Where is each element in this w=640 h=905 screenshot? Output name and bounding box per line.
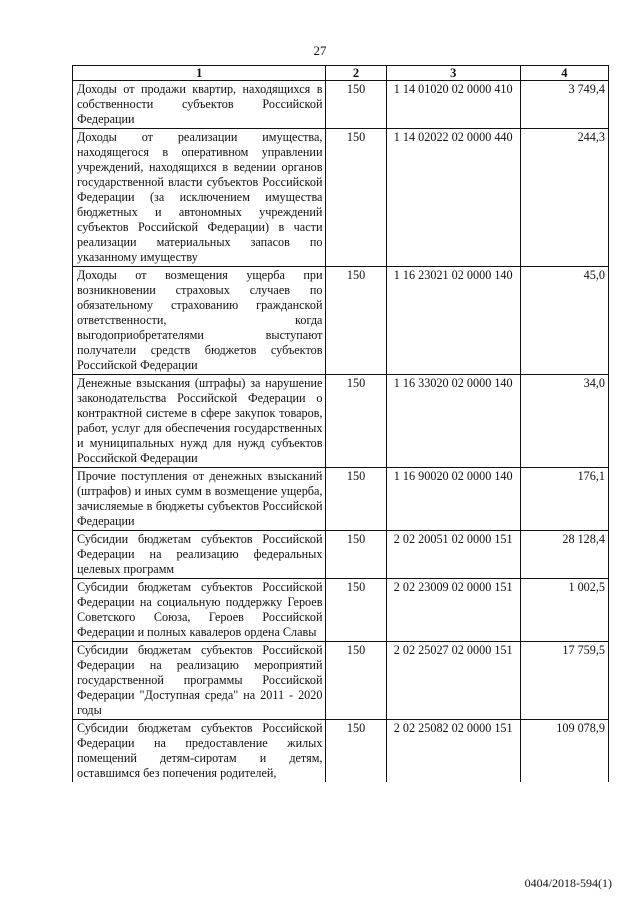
amount-cell: 45,0 bbox=[520, 267, 608, 375]
column-header-2: 2 bbox=[326, 66, 386, 81]
revenue-name-cell: Прочие поступления от денежных взысканий (штрафов) и иных сумм в возмещение ущерба, зачисляемые в бюджеты субъектов Российской Федерации bbox=[73, 468, 326, 531]
table-row bbox=[73, 129, 609, 267]
table-row bbox=[73, 267, 609, 375]
amount-cell: 17 759,5 bbox=[520, 642, 608, 720]
admin-code-cell: 150 bbox=[326, 468, 386, 531]
classification-code-cell: 2 02 23009 02 0000 151 bbox=[386, 579, 520, 642]
revenue-name-cell: Доходы от реализации имущества, находящегося в оперативном управлении учреждений, находящихся в ведении органов государственной власти субъектов Российской Федерации (за исключением имущества бюджетных и автономных учреждений субъектов Российской Федерации) в части реализации материальных запасов по указанному имуществу bbox=[73, 129, 326, 267]
amount-cell: 244,3 bbox=[520, 129, 608, 267]
column-header-4: 4 bbox=[520, 66, 608, 81]
admin-code-cell: 150 bbox=[326, 375, 386, 468]
revenue-name-cell: Денежные взыскания (штрафы) за нарушение законодательства Российской Федерации о контрактной системе в сфере закупок товаров, работ, услуг для обеспечения государственных и муниципальных нужд для нужд субъектов Российской Федерации bbox=[73, 375, 326, 468]
amount-cell: 28 128,4 bbox=[520, 531, 608, 579]
admin-code-cell: 150 bbox=[326, 129, 386, 267]
page-number: 27 bbox=[313, 43, 327, 58]
table-row bbox=[73, 375, 609, 468]
classification-code-cell: 1 16 23021 02 0000 140 bbox=[386, 267, 520, 375]
table-row bbox=[73, 468, 609, 531]
table-row bbox=[73, 642, 609, 720]
revenue-name-cell: Доходы от возмещения ущерба при возникновении страховых случаев по обязательному страхованию гражданской ответственности, когда выгодоприобретателями выступают получатели средств бюджетов субъектов Российской Федерации bbox=[73, 267, 326, 375]
admin-code-cell: 150 bbox=[326, 642, 386, 720]
column-header-1: 1 bbox=[73, 66, 326, 81]
table-row bbox=[73, 579, 609, 642]
revenue-name-cell: Субсидии бюджетам субъектов Российской Федерации на реализацию федеральных целевых программ bbox=[73, 531, 326, 579]
column-header-3: 3 bbox=[386, 66, 520, 81]
amount-cell: 109 078,9 bbox=[520, 720, 608, 783]
revenue-name-cell: Субсидии бюджетам субъектов Российской Федерации на предоставление жилых помещений детям-сиротам и детям, оставшимся без попечения родителей, bbox=[73, 720, 326, 783]
amount-cell: 3 749,4 bbox=[520, 81, 608, 129]
classification-code-cell: 1 16 33020 02 0000 140 bbox=[386, 375, 520, 468]
revenue-name-cell: Субсидии бюджетам субъектов Российской Федерации на реализацию мероприятий государственной программы Российской Федерации "Доступная среда" на 2011 - 2020 годы bbox=[73, 642, 326, 720]
revenue-table bbox=[72, 65, 609, 782]
amount-cell: 34,0 bbox=[520, 375, 608, 468]
revenue-name-cell: Субсидии бюджетам субъектов Российской Федерации на социальную поддержку Героев Советского Союза, Героев Российской Федерации и полных кавалеров ордена Славы bbox=[73, 579, 326, 642]
table-row bbox=[73, 720, 609, 783]
classification-code-cell: 2 02 20051 02 0000 151 bbox=[386, 531, 520, 579]
classification-code-cell: 1 14 02022 02 0000 440 bbox=[386, 129, 520, 267]
admin-code-cell: 150 bbox=[326, 579, 386, 642]
table-header-row bbox=[73, 66, 609, 81]
admin-code-cell: 150 bbox=[326, 720, 386, 783]
classification-code-cell: 1 14 01020 02 0000 410 bbox=[386, 81, 520, 129]
revenue-name-cell: Доходы от продажи квартир, находящихся в собственности субъектов Российской Федерации bbox=[73, 81, 326, 129]
amount-cell: 176,1 bbox=[520, 468, 608, 531]
table-row bbox=[73, 531, 609, 579]
classification-code-cell: 1 16 90020 02 0000 140 bbox=[386, 468, 520, 531]
admin-code-cell: 150 bbox=[326, 531, 386, 579]
document-number: 0404/2018-594(1) bbox=[524, 876, 612, 890]
admin-code-cell: 150 bbox=[326, 81, 386, 129]
table-row bbox=[73, 81, 609, 129]
amount-cell: 1 002,5 bbox=[520, 579, 608, 642]
admin-code-cell: 150 bbox=[326, 267, 386, 375]
classification-code-cell: 2 02 25027 02 0000 151 bbox=[386, 642, 520, 720]
classification-code-cell: 2 02 25082 02 0000 151 bbox=[386, 720, 520, 783]
